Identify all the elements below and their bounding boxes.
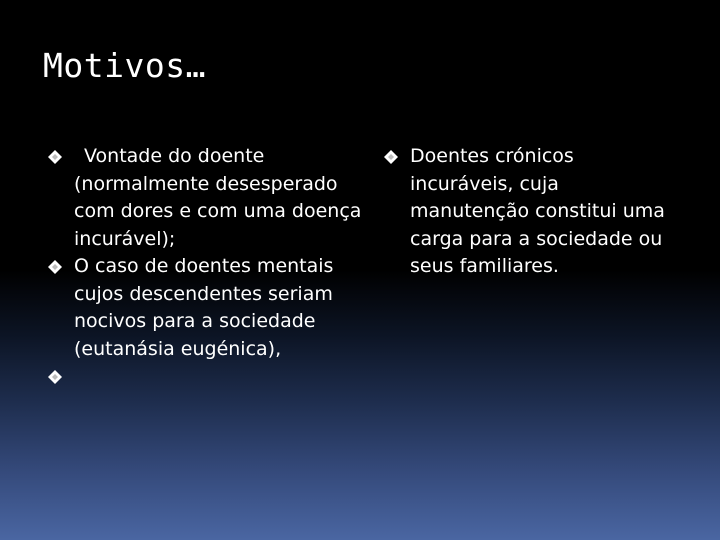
bullet-text-left-3 bbox=[74, 363, 378, 391]
list-item bbox=[48, 363, 378, 391]
diamond-bullet-icon bbox=[48, 370, 62, 384]
list-item bbox=[48, 253, 378, 363]
bullet-text-right-1: Doentes crónicos incuráveis, cuja manutenção constitui uma carga para a sociedade ou seus familiares. bbox=[410, 145, 665, 277]
bullet-text-left-1 bbox=[74, 143, 378, 253]
list-item bbox=[384, 143, 674, 281]
right-bullet-list bbox=[384, 143, 674, 281]
list-item bbox=[48, 143, 378, 253]
left-bullet-list bbox=[48, 143, 378, 391]
bullet-text-left-2: O caso de doentes mentais cujos descendentes seriam nocivos para a sociedade (eutanásia eugénica), bbox=[74, 255, 334, 360]
bullet-text-left-1-content: Vontade do doente (normalmente desesperado com dores e com uma doença incurável); bbox=[74, 145, 362, 250]
diamond-bullet-icon bbox=[384, 150, 398, 164]
diamond-bullet-icon bbox=[48, 150, 62, 164]
diamond-bullet-icon bbox=[48, 260, 62, 274]
slide-title: Motivos… bbox=[43, 46, 206, 85]
